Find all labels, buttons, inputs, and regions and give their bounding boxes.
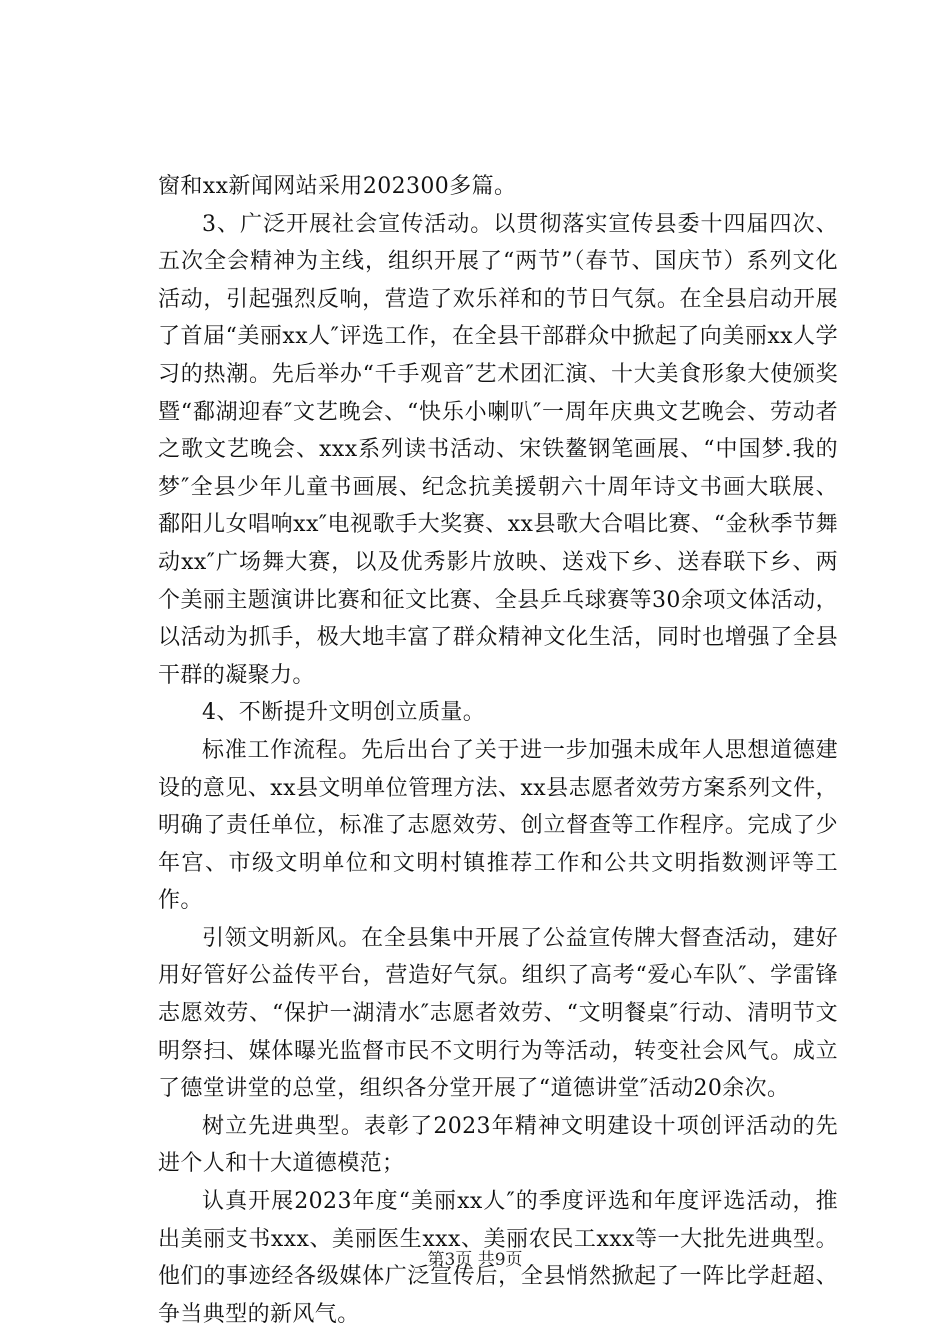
paragraph-heading-civilization-quality: 4、不断提升文明创立质量。	[202, 700, 486, 726]
paragraph-social-publicity: 3、广泛开展社会宣传活动。以贯彻落实宣传县委十四届四次、五次全会精神为主线，组织开展了“两节”（春节、国庆节）系列文化活动，引起强烈反响，营造了欢乐祥和的节日气氛。在全县启动开展了首届“美丽xx人″评选工作，在全县干部群众中掀起了向美丽xx人学习的热潮。先后举办“千手观音″艺术团汇演、十大美食形象大使颁奖暨“鄱湖迎春″文艺晚会、“快乐小喇叭″一周年庆典文艺晚会、劳动者之歌文艺晚会、xxx系列读书活动、宋铁鳌钢笔画展、“中国梦.我的梦″全县少年儿童书画展、纪念抗美援朝六十周年诗文书画大联展、鄱阳儿女唱响xx″电视歌手大奖赛、xx县歌大合唱比赛、“金秋季节舞动xx″广场舞大赛，以及优秀影片放映、送戏下乡、送春联下乡、两个美丽主题演讲比赛和征文比赛、全县乒乓球赛等30余项文体活动，以活动为抓手，极大地丰富了群众精神文化生活，同时也增强了全县干群的凝聚力。	[158, 211, 838, 688]
page-footer: 第3页 共9页	[427, 1250, 523, 1270]
paragraph-standard-workflow: 标准工作流程。先后出台了关于进一步加强未成年人思想道德建设的意见、xx县文明单位管理方法、xx县志愿者效劳方案系列文件，明确了责任单位，标准了志愿效劳、创立督查等工作程序。完成了少年宫、市级文明单位和文明村镇推荐工作和公共文明指数测评等工作。	[158, 737, 838, 914]
paragraph-civilized-custom: 引领文明新风。在全县集中开展了公益宣传牌大督查活动，建好用好管好公益传平台，营造好气氛。组织了高考“爱心车队″、学雷锋志愿效劳、“保护一湖清水″志愿者效劳、“文明餐桌″行动、清明节文明祭扫、媒体曝光监督市民不文明行为等活动，转变社会风气。成立了德堂讲堂的总堂，组织各分堂开展了“道德讲堂″活动20余次。	[158, 925, 838, 1102]
paragraph-continuation: 窗和xx新闻网站采用202300多篇。	[158, 174, 517, 199]
paragraph-beautiful-people-selection: 认真开展2023年度“美丽xx人″的季度评选和年度评选活动，推出美丽支书xxx、美丽医生xxx、美丽农民工xxx等一大批先进典型。他们的事迹经各级媒体广泛宣传后，全县悄然掀起了一阵比学赶超、争当典型的新风气。	[158, 1189, 838, 1327]
paragraph-advanced-models: 树立先进典型。表彰了2023年精神文明建设十项创评活动的先进个人和十大道德模范；	[158, 1113, 838, 1177]
document-body	[158, 168, 838, 1333]
